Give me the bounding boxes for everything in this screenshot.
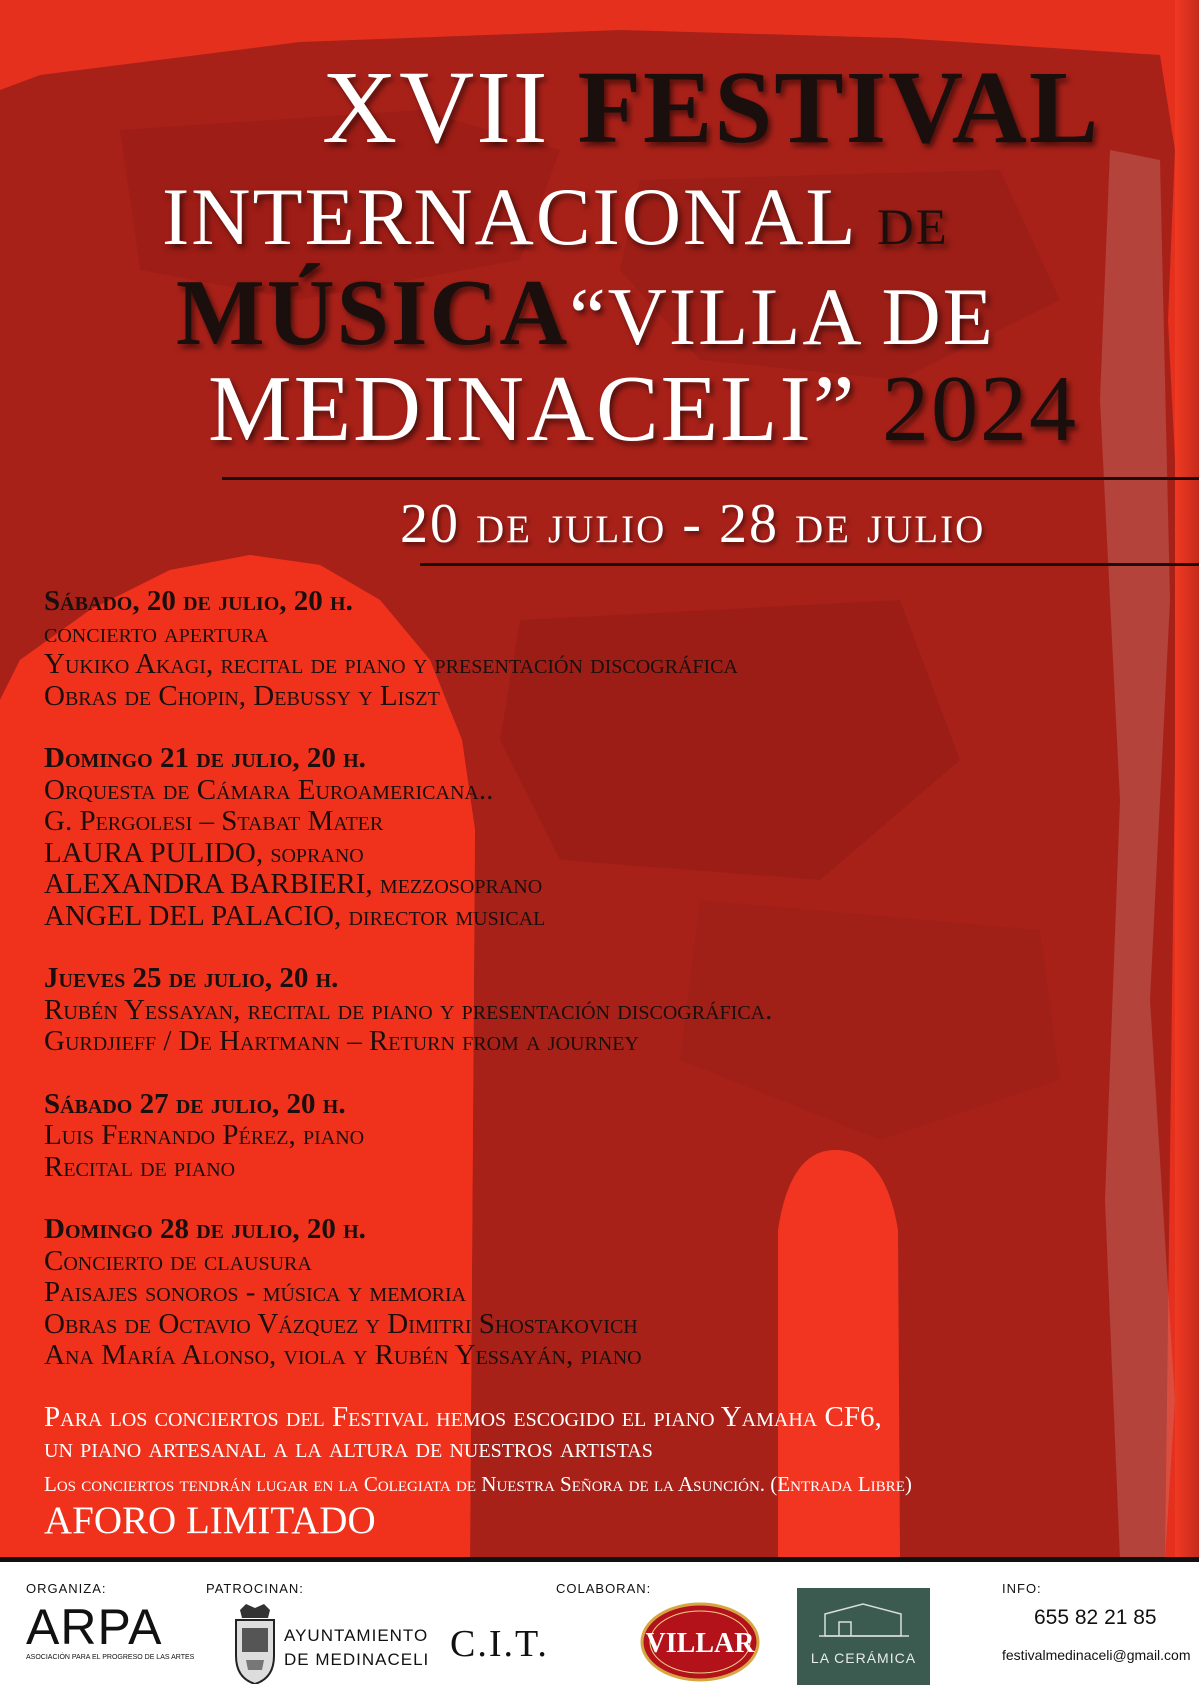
- title-musica: MÚSICA: [176, 261, 570, 365]
- event-detail-line: Ana María Alonso, viola y Rubén Yessayán, piano: [44, 1339, 642, 1371]
- title-medinaceli: MEDINACELI”: [208, 357, 857, 461]
- event-detail-line: Luis Fernando Pérez, piano: [44, 1119, 365, 1151]
- event-detail-line: Orquesta de Cámara Euroamericana..: [44, 773, 494, 806]
- event-heading: Jueves 25 de julio, 20 h.: [44, 962, 339, 994]
- arpa-name: ARPA: [26, 1599, 163, 1655]
- event-detail-line: Recital de piano: [44, 1150, 236, 1183]
- festival-dates: 20 de julio - 28 de julio: [400, 493, 986, 555]
- arpa-logo: [26, 1599, 196, 1661]
- title-villa-de: “VILLA DE: [569, 271, 995, 362]
- title-rule-top: [222, 477, 1199, 480]
- event-heading: Domingo 21 de julio, 20 h.: [44, 742, 366, 774]
- title-line-3: [176, 261, 995, 365]
- program-event: [44, 586, 1144, 712]
- event-detail-line: LAURA PULIDO, soprano: [44, 836, 364, 869]
- title-line-4: [208, 357, 1079, 461]
- patrocinan-label: PATROCINAN:: [206, 1581, 304, 1596]
- event-detail-line: Obras de Octavio Vázquez y Dimitri Shostakovich: [44, 1307, 638, 1340]
- title-year: 2024: [882, 357, 1079, 461]
- title-internacional: INTERNACIONAL: [162, 171, 855, 262]
- ayuntamiento-name: [284, 1624, 429, 1672]
- event-detail-line: Paisajes sonoros - música y memoria: [44, 1276, 467, 1308]
- villar-name: VILLAR: [645, 1628, 755, 1659]
- event-heading: Domingo 28 de julio, 20 h.: [44, 1213, 366, 1245]
- title-rule-bottom: [420, 563, 1199, 566]
- program-event: [44, 743, 1144, 932]
- piano-note: [44, 1402, 1164, 1464]
- ayuntamiento-logo: [232, 1604, 462, 1684]
- title-line-1: [322, 50, 1101, 165]
- cit-name: C.I.T.: [450, 1623, 549, 1665]
- ayuntamiento-line-1: AYUNTAMIENTO: [284, 1626, 429, 1645]
- festival-notes: [44, 1402, 1164, 1542]
- ceramica-house-icon: [797, 1588, 930, 1648]
- coat-of-arms-icon: [232, 1604, 278, 1684]
- info-phone: 655 82 21 85: [1034, 1606, 1157, 1629]
- event-detail-line: Obras de Chopin, Debussy y Liszt: [44, 679, 440, 712]
- event-heading: Sábado 27 de julio, 20 h.: [44, 1087, 346, 1120]
- info-label: INFO:: [1002, 1581, 1042, 1596]
- event-detail-line: Gurdjieff / De Hartmann – Return from a journey: [44, 1025, 639, 1057]
- colaboran-label: COLABORAN:: [556, 1581, 652, 1596]
- event-detail-line: Rubén Yessayan, recital de piano y presentación discográfica.: [44, 993, 773, 1026]
- event-heading: Sábado, 20 de julio, 20 h.: [44, 585, 353, 617]
- event-detail-line: ALEXANDRA BARBIERI, mezzosoprano: [44, 868, 543, 900]
- footer-divider: [0, 1557, 1199, 1562]
- event-detail-line: Concierto de clausura: [44, 1244, 312, 1277]
- program-list: [44, 586, 1144, 1403]
- event-detail-line: ANGEL DEL PALACIO, director musical: [44, 899, 546, 932]
- cit-logo: [450, 1622, 549, 1666]
- title-edition: XVII: [322, 50, 550, 165]
- organiza-label: ORGANIZA:: [26, 1581, 107, 1596]
- ceramica-name: LA CERÁMICA: [810, 1650, 917, 1666]
- program-event: [44, 1089, 1144, 1184]
- arpa-subtitle: ASOCIACIÓN PARA EL PROGRESO DE LAS ARTES: [26, 1654, 195, 1661]
- program-event: [44, 963, 1144, 1058]
- event-detail-line: G. Pergolesi – Stabat Mater: [44, 805, 384, 837]
- la-ceramica-logo: [797, 1588, 930, 1685]
- event-detail-line: concierto apertura: [44, 616, 269, 649]
- title-line-2: [162, 171, 949, 262]
- venue-note: Los conciertos tendrán lugar en la Colegiata de Nuestra Señora de la Asunción. (Entrada Libre): [44, 1472, 912, 1496]
- villar-logo: [638, 1598, 762, 1684]
- event-detail-line: Yukiko Akagi, recital de piano y presentación discográfica: [44, 648, 738, 680]
- ayuntamiento-line-2: DE MEDINACELI: [284, 1650, 430, 1669]
- title-festival: FESTIVAL: [577, 50, 1101, 165]
- capacity-note: AFORO LIMITADO: [44, 1499, 376, 1542]
- info-email[interactable]: festivalmedinaceli@gmail.com: [1002, 1647, 1191, 1663]
- piano-note-line-1: Para los conciertos del Festival hemos escogido el piano Yamaha CF6,: [44, 1401, 882, 1433]
- title-de: DE: [877, 199, 949, 255]
- piano-note-line-2: un piano artesanal a la altura de nuestros artistas: [44, 1432, 653, 1464]
- program-event: [44, 1214, 1144, 1372]
